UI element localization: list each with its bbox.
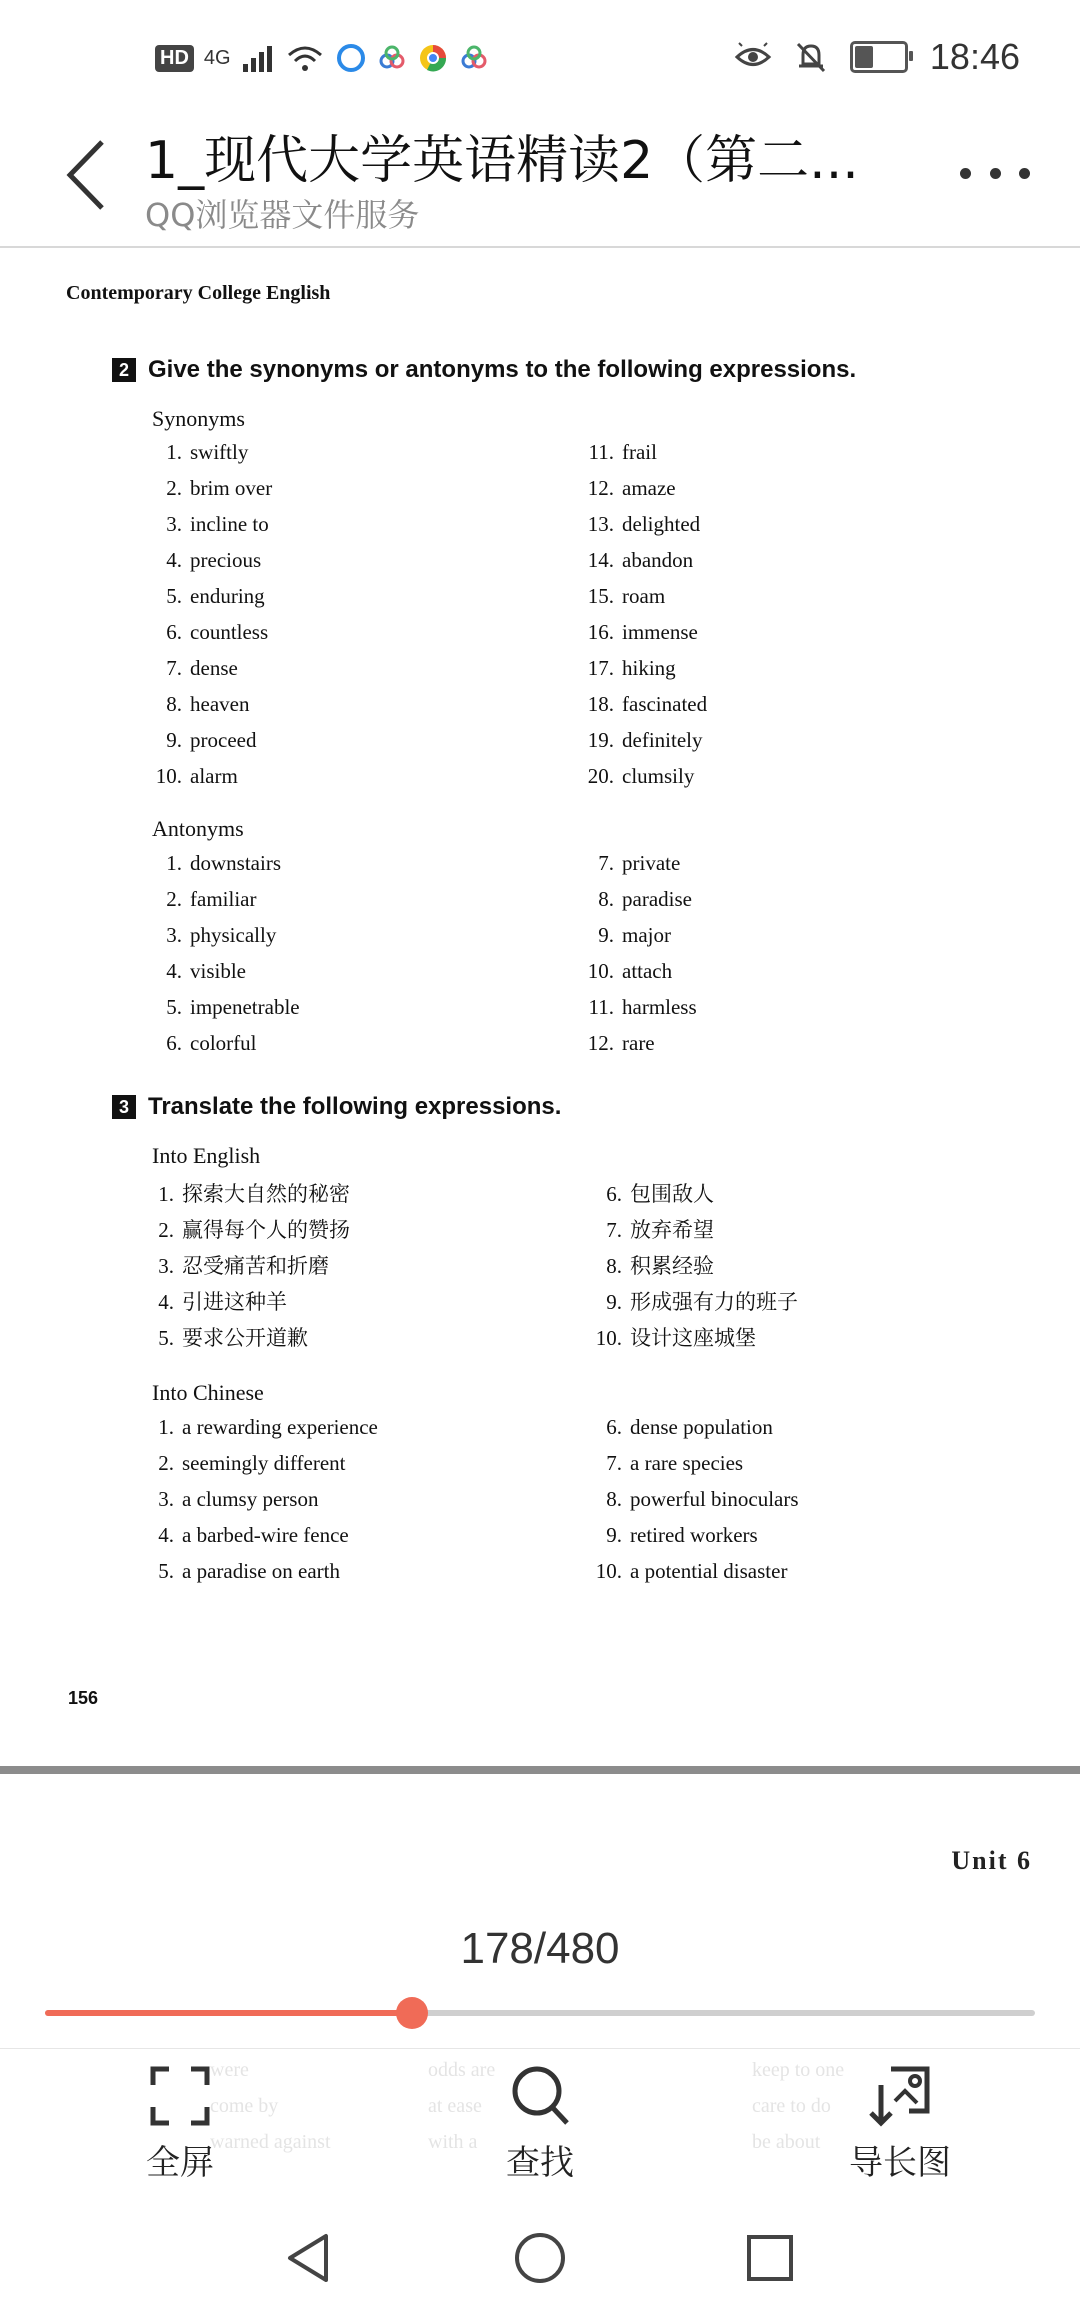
into-english-item-number: 5. — [158, 1326, 174, 1350]
into-chinese-item-text: a paradise on earth — [182, 1559, 341, 1583]
synonym-item-text: enduring — [190, 584, 265, 608]
search-icon — [505, 2061, 575, 2131]
antonym-item-number: 1. — [166, 851, 182, 875]
status-bar — [0, 0, 1080, 100]
synonym-item-text: roam — [622, 584, 666, 608]
antonym-item-text: attach — [622, 959, 673, 983]
fullscreen-icon — [145, 2061, 215, 2131]
synonym-item-text: immense — [622, 620, 698, 644]
system-navigation-bar — [0, 2200, 1080, 2310]
synonym-item-text: amaze — [622, 476, 676, 500]
nav-home-icon — [510, 2228, 570, 2288]
synonym-item — [572, 512, 700, 537]
synonym-item-number: 13. — [587, 512, 614, 536]
antonym-item — [140, 923, 276, 948]
fullscreen-label: 全屏 — [146, 2143, 214, 2183]
long-image-label: 导长图 — [849, 2143, 951, 2183]
hd-badge: HD — [155, 45, 194, 72]
synonym-item — [140, 584, 265, 609]
synonym-item-number: 3. — [166, 512, 182, 536]
antonym-item — [572, 959, 672, 984]
into-chinese-item-text: a rewarding experience — [182, 1415, 378, 1439]
into-chinese-item-number: 3. — [158, 1487, 174, 1511]
nav-home-button[interactable] — [510, 2228, 570, 2288]
synonym-item-text: proceed — [190, 728, 257, 752]
synonym-item — [140, 656, 238, 681]
app-header — [0, 100, 1080, 248]
synonym-item-number: 11. — [588, 440, 614, 464]
nav-back-icon — [280, 2228, 340, 2288]
antonym-item — [572, 887, 692, 912]
antonym-item-number: 10. — [587, 959, 614, 983]
more-dots-icon — [960, 168, 971, 179]
document-page — [0, 248, 1080, 1768]
synonym-item-text: frail — [622, 440, 657, 464]
signal-icon — [241, 44, 275, 72]
ghost-text: were — [210, 2059, 249, 2081]
chrome-like-icon — [417, 42, 449, 74]
ghost-text: be about — [752, 2131, 821, 2153]
antonym-item-text: harmless — [622, 995, 697, 1019]
synonym-item-text: hiking — [622, 656, 676, 680]
into-chinese-item — [132, 1415, 378, 1440]
synonym-item — [140, 476, 272, 501]
synonym-item — [572, 656, 676, 681]
into-english-item — [580, 1178, 714, 1208]
synonym-item — [572, 548, 693, 573]
synonym-item — [140, 440, 248, 465]
into-chinese-item-text: seemingly different — [182, 1451, 346, 1475]
synonym-item — [140, 620, 268, 645]
antonym-item-text: private — [622, 851, 681, 875]
into-english-item — [132, 1322, 308, 1352]
into-english-item-text: 形成强有力的班子 — [630, 1290, 798, 1314]
into-english-item-number: 3. — [158, 1254, 174, 1278]
synonym-item-number: 15. — [587, 584, 614, 608]
antonym-item-number: 8. — [598, 887, 614, 911]
synonym-item-number: 20. — [587, 764, 614, 788]
ghost-text: with a — [428, 2131, 478, 2153]
antonym-item-number: 3. — [166, 923, 182, 947]
antonym-item-text: colorful — [190, 1031, 257, 1055]
synonym-item-number: 19. — [587, 728, 614, 752]
page-progress-slider[interactable] — [45, 2010, 1035, 2016]
antonym-item — [140, 887, 256, 912]
ghost-text: care to do — [752, 2095, 831, 2117]
exercise-title: Translate the following expressions. — [148, 1093, 562, 1120]
synonym-item-number: 6. — [166, 620, 182, 644]
synonym-item-text: countless — [190, 620, 269, 644]
synonym-item-number: 1. — [166, 440, 182, 464]
synonym-item — [572, 620, 698, 645]
into-english-item — [580, 1322, 756, 1352]
into-chinese-item — [132, 1559, 340, 1584]
bottom-toolbar — [0, 2048, 1080, 2199]
into-chinese-item-number: 5. — [158, 1559, 174, 1583]
antonym-item — [572, 851, 680, 876]
synonym-item-number: 7. — [166, 656, 182, 680]
antonym-item-number: 7. — [598, 851, 614, 875]
search-label: 查找 — [506, 2143, 574, 2183]
page-indicator: 178/480 — [460, 1924, 620, 1973]
into-chinese-label: Into Chinese — [152, 1380, 264, 1405]
antonym-item-number: 4. — [166, 959, 182, 983]
synonym-item-number: 10. — [155, 764, 182, 788]
back-arrow-icon — [50, 130, 130, 220]
antonym-item-number: 5. — [166, 995, 182, 1019]
antonym-item — [572, 995, 697, 1020]
into-english-item-text: 引进这种羊 — [182, 1290, 287, 1314]
synonym-item — [140, 512, 269, 537]
antonym-item-text: visible — [190, 959, 246, 983]
clock: 18:46 — [929, 36, 1020, 77]
into-english-item — [132, 1286, 287, 1316]
synonym-item — [572, 692, 707, 717]
app-notification-icon-2 — [459, 43, 489, 73]
synonym-item-text: abandon — [622, 548, 694, 572]
antonym-item-text: major — [622, 923, 671, 947]
battery-icon — [850, 41, 908, 73]
document-title: 1_现代大学英语精读2（第二... — [145, 131, 859, 191]
antonym-item-number: 6. — [166, 1031, 182, 1055]
synonym-item-number: 9. — [166, 728, 182, 752]
ghost-text: warned against — [210, 2131, 331, 2153]
into-english-item-number: 9. — [606, 1290, 622, 1314]
synonym-item — [572, 584, 665, 609]
into-english-item-number: 4. — [158, 1290, 174, 1314]
synonym-item — [572, 764, 694, 789]
into-english-item-number: 10. — [595, 1326, 622, 1350]
antonym-item — [140, 1031, 256, 1056]
into-english-item — [580, 1250, 714, 1280]
bell-muted-icon — [794, 40, 828, 74]
into-english-item-number: 6. — [606, 1182, 622, 1206]
into-chinese-item-number: 4. — [158, 1523, 174, 1547]
exercise-number: 2 — [112, 358, 136, 382]
into-chinese-item — [580, 1487, 799, 1512]
exercise-title: Give the synonyms or antonyms to the following expressions. — [148, 356, 857, 383]
antonym-item — [140, 995, 300, 1020]
synonym-item-text: swiftly — [190, 440, 249, 464]
synonym-item — [140, 728, 256, 753]
progress-fill — [45, 2010, 412, 2016]
battery-level — [855, 46, 873, 68]
into-english-item-number: 1. — [158, 1182, 174, 1206]
long-image-icon — [865, 2061, 935, 2131]
synonym-item-number: 12. — [587, 476, 614, 500]
synonym-item-text: dense — [190, 656, 238, 680]
synonyms-label: Synonyms — [152, 406, 245, 431]
fullscreen-button[interactable] — [90, 2061, 270, 2184]
into-english-item — [132, 1250, 329, 1280]
synonym-item-number: 14. — [587, 548, 614, 572]
into-chinese-item-text: a rare species — [630, 1451, 744, 1475]
into-english-item-text: 忍受痛苦和折磨 — [182, 1254, 329, 1278]
antonym-item-text: paradise — [622, 887, 692, 911]
status-icons-right — [734, 36, 1020, 78]
into-chinese-item-number: 7. — [606, 1451, 622, 1475]
synonym-item-text: definitely — [622, 728, 703, 752]
nav-recents-icon — [740, 2228, 800, 2288]
page-divider — [0, 1766, 1080, 1774]
into-english-item-text: 赢得每个人的赞扬 — [182, 1218, 350, 1242]
antonym-item — [572, 923, 671, 948]
antonym-item — [572, 1031, 655, 1056]
nav-recents-button[interactable] — [740, 2228, 800, 2288]
app-notification-icon — [377, 43, 407, 73]
ghost-text: at ease — [428, 2095, 482, 2117]
into-english-item-text: 设计这座城堡 — [630, 1326, 756, 1350]
synonym-item-text: delighted — [622, 512, 701, 536]
antonym-item-text: downstairs — [190, 851, 281, 875]
into-chinese-item — [580, 1523, 758, 1548]
ghost-text: odds are — [428, 2059, 496, 2081]
antonym-item — [140, 851, 281, 876]
book-title: Contemporary College English — [66, 282, 331, 304]
into-english-item-number: 2. — [158, 1218, 174, 1242]
synonym-item-text: fascinated — [622, 692, 708, 716]
nav-back-button[interactable] — [280, 2228, 340, 2288]
exercise-2-heading — [112, 356, 856, 384]
into-chinese-item-number: 10. — [595, 1559, 622, 1583]
synonym-item — [572, 476, 676, 501]
synonym-item-text: clumsily — [622, 764, 695, 788]
into-chinese-item-text: retired workers — [630, 1523, 758, 1547]
into-english-item-text: 要求公开道歉 — [182, 1326, 308, 1350]
synonym-item-number: 16. — [587, 620, 614, 644]
antonym-item — [140, 959, 246, 984]
synonym-item-text: incline to — [190, 512, 269, 536]
into-chinese-item-number: 9. — [606, 1523, 622, 1547]
synonym-item-number: 2. — [166, 476, 182, 500]
into-english-item-number: 8. — [606, 1254, 622, 1278]
into-chinese-item — [132, 1487, 318, 1512]
synonym-item-text: brim over — [190, 476, 273, 500]
into-chinese-item-number: 2. — [158, 1451, 174, 1475]
into-chinese-item — [580, 1415, 773, 1440]
into-english-item-text: 积累经验 — [630, 1254, 714, 1278]
into-english-item — [132, 1214, 350, 1244]
antonym-item-text: impenetrable — [190, 995, 300, 1019]
into-english-item-text: 包围敌人 — [630, 1182, 714, 1206]
wifi-icon — [285, 43, 325, 73]
antonym-item-text: rare — [622, 1031, 655, 1055]
qq-browser-icon — [335, 42, 367, 74]
antonym-item-number: 9. — [598, 923, 614, 947]
into-chinese-item-text: powerful binoculars — [630, 1487, 799, 1511]
synonym-item-text: heaven — [190, 692, 250, 716]
into-english-item — [132, 1178, 350, 1208]
antonym-item-text: physically — [190, 923, 277, 947]
synonym-item — [140, 764, 238, 789]
page-number: 156 — [68, 1688, 99, 1708]
into-chinese-item-number: 6. — [606, 1415, 622, 1439]
status-icons-left — [155, 42, 489, 74]
back-button[interactable] — [50, 130, 130, 220]
into-chinese-item-number: 8. — [606, 1487, 622, 1511]
into-chinese-item-text: a potential disaster — [630, 1559, 788, 1583]
antonym-item-number: 11. — [588, 995, 614, 1019]
synonym-item — [140, 692, 249, 717]
antonym-item-text: familiar — [190, 887, 257, 911]
exercise-3-heading — [112, 1093, 561, 1121]
into-chinese-item — [132, 1523, 349, 1548]
document-subtitle: QQ浏览器文件服务 — [145, 196, 420, 234]
more-options-button[interactable] — [960, 158, 1030, 188]
into-english-item-number: 7. — [606, 1218, 622, 1242]
antonym-item-number: 12. — [587, 1031, 614, 1055]
antonyms-label: Antonyms — [152, 816, 244, 841]
synonym-item — [572, 440, 657, 465]
search-button[interactable] — [450, 2061, 630, 2184]
progress-thumb[interactable] — [396, 1997, 428, 2029]
into-english-item-text: 探索大自然的秘密 — [182, 1182, 350, 1206]
synonym-item-text: precious — [190, 548, 262, 572]
network-type: 4G — [203, 46, 231, 69]
into-english-item — [580, 1214, 714, 1244]
antonym-item-number: 2. — [166, 887, 182, 911]
into-chinese-item — [580, 1559, 787, 1584]
into-chinese-item-text: dense population — [630, 1415, 773, 1439]
synonym-item-number: 4. — [166, 548, 182, 572]
synonym-item-number: 17. — [587, 656, 614, 680]
synonym-item — [140, 548, 261, 573]
synonym-item-number: 8. — [166, 692, 182, 716]
into-english-label: Into English — [152, 1143, 261, 1168]
into-chinese-item-text: a clumsy person — [182, 1487, 319, 1511]
into-chinese-item-number: 1. — [158, 1415, 174, 1439]
ghost-text: come by — [210, 2095, 279, 2117]
into-chinese-item — [132, 1451, 345, 1476]
next-page-unit-label: Unit 6 — [951, 1846, 1032, 1875]
into-chinese-item-text: a barbed-wire fence — [182, 1523, 349, 1547]
synonym-item-text: alarm — [190, 764, 238, 788]
export-long-image-button[interactable] — [810, 2061, 990, 2184]
synonym-item — [572, 728, 702, 753]
exercise-number: 3 — [112, 1095, 136, 1119]
into-chinese-item — [580, 1451, 743, 1476]
into-english-item-text: 放弃希望 — [630, 1218, 714, 1242]
eye-comfort-icon — [734, 42, 772, 72]
synonym-item-number: 5. — [166, 584, 182, 608]
synonym-item-number: 18. — [587, 692, 614, 716]
into-english-item — [580, 1286, 798, 1316]
ghost-text: keep to one — [752, 2059, 845, 2081]
